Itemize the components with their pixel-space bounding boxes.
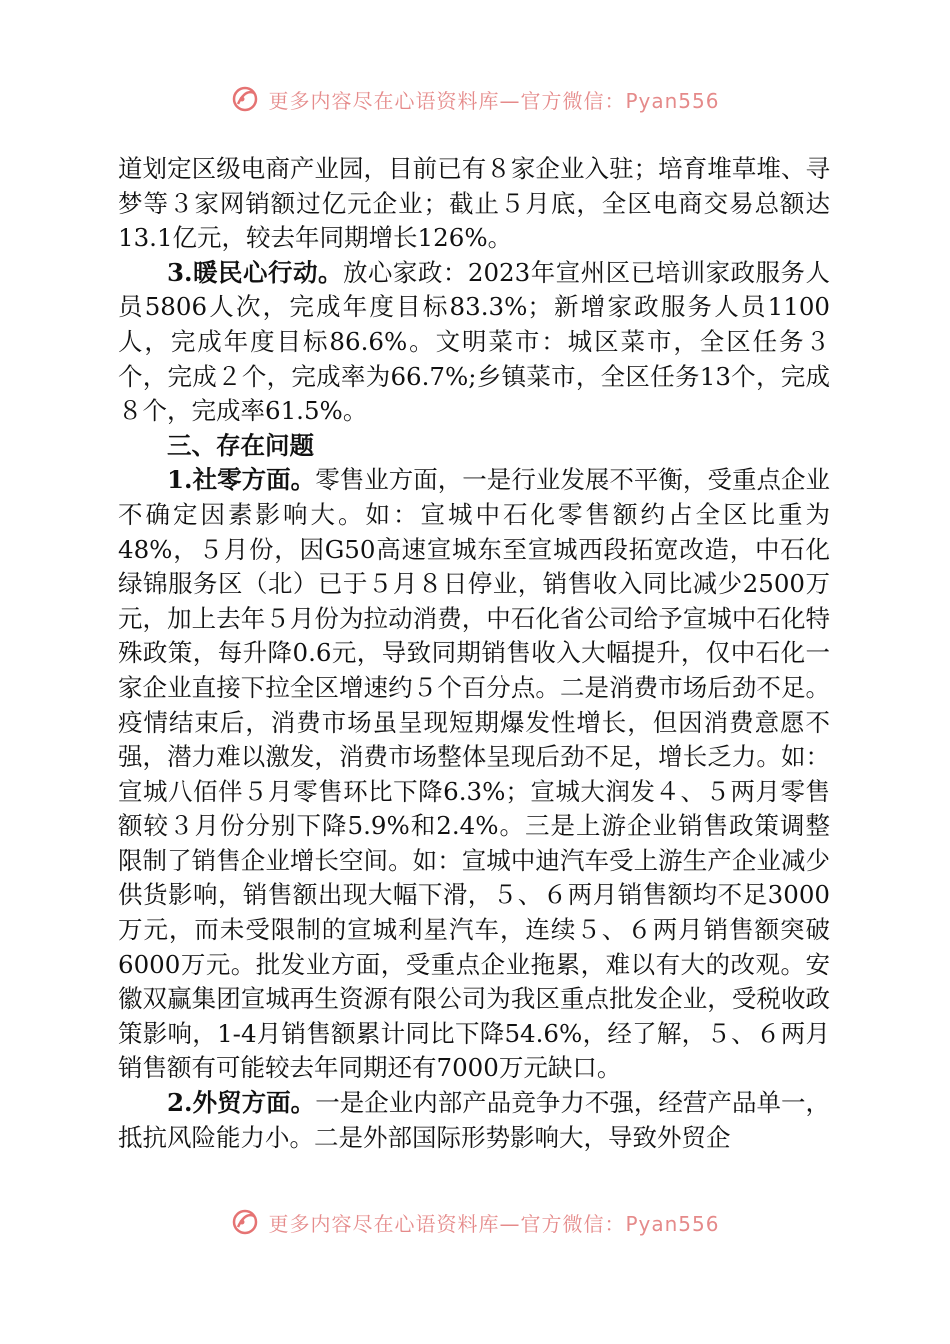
paragraph: [118, 1086, 830, 1155]
paragraph-text: 道划定区级电商产业园，目前已有８家企业入驻；培育堆草堆、寻梦等３家网销额过亿元企业；截止５月底，全区电商交易总额达13.1亿元，较去年同期增长126%。: [118, 154, 830, 253]
watermark-text: 更多内容尽在心语资料库—官方微信：Pyan556: [268, 1211, 720, 1236]
logo-icon: [230, 84, 260, 114]
paragraph-heading: 3.暖民心行动。: [167, 257, 343, 287]
document-body: [118, 152, 830, 1155]
paragraph-text: 零售业方面，一是行业发展不平衡，受重点企业不确定因素影响大。如：宣城中石化零售额约占全区比重为48%，５月份，因G50高速宣城东至宣城西段拓宽改造，中石化绿锦服务区（北）已于５月８日停业，销售收入同比减少2500万元，加上去年５月份为拉动消费，中石化省公司给予宣城中石化特殊政策，每升降0.6元，导致同期销售收入大幅提升，仅中石化一家企业直接下拉全区增速约５个百分点。二是消费市场后劲不足。疫情结束后，消费市场虽呈现短期爆发性增长，但因消费意愿不强，潜力难以激发，消费市场整体呈现后劲不足，增长乏力。如：宣城八佰伴５月零售环比下降6.3%；宣城大润发４、５两月零售额较３月份分别下降5.9%和2.4%。三是上游企业销售政策调整限制了销售企业增长空间。如：宣城中迪汽车受上游生产企业减少供货影响，销售额出现大幅下滑，５、６两月销售额均不足3000万元，而未受限制的宣城利星汽车，连续５、６两月销售额突破6000万元。批发业方面，受重点企业拖累，难以有大的改观。安徽双赢集团宣城再生资源有限公司为我区重点批发企业，受税收政策影响，1-4月销售额累计同比下降54.6%，经了解，５、６两月销售额有可能较去年同期还有7000万元缺口。: [118, 465, 831, 1083]
section-title: 三、存在问题: [167, 430, 314, 460]
paragraph-heading: 1.社零方面。: [167, 465, 316, 495]
paragraph-text: 放心家政：2023年宣州区已培训家政服务人员5806人次，完成年度目标83.3%；新增家政服务人员1100人，完成年度目标86.6%。文明菜市：城区菜市，全区任务３个，完成２个，完成率为66.7%;乡镇菜市，全区任务13个，完成８个，完成率61.5%。: [118, 257, 830, 426]
paragraph: [118, 152, 830, 256]
watermark-footer: [0, 1207, 950, 1237]
paragraph-heading: 2.外贸方面。: [167, 1088, 316, 1118]
watermark-header: [0, 84, 950, 114]
paragraph: [118, 463, 830, 1086]
watermark-text: 更多内容尽在心语资料库—官方微信：Pyan556: [268, 88, 720, 113]
paragraph-text: 一是企业内部产品竞争力不强，经营产品单一，抵抗风险能力小。二是外部国际形势影响大，导致外贸企: [118, 1088, 831, 1152]
logo-icon: [230, 1207, 260, 1237]
paragraph: [118, 256, 830, 429]
section-heading: [118, 429, 830, 464]
